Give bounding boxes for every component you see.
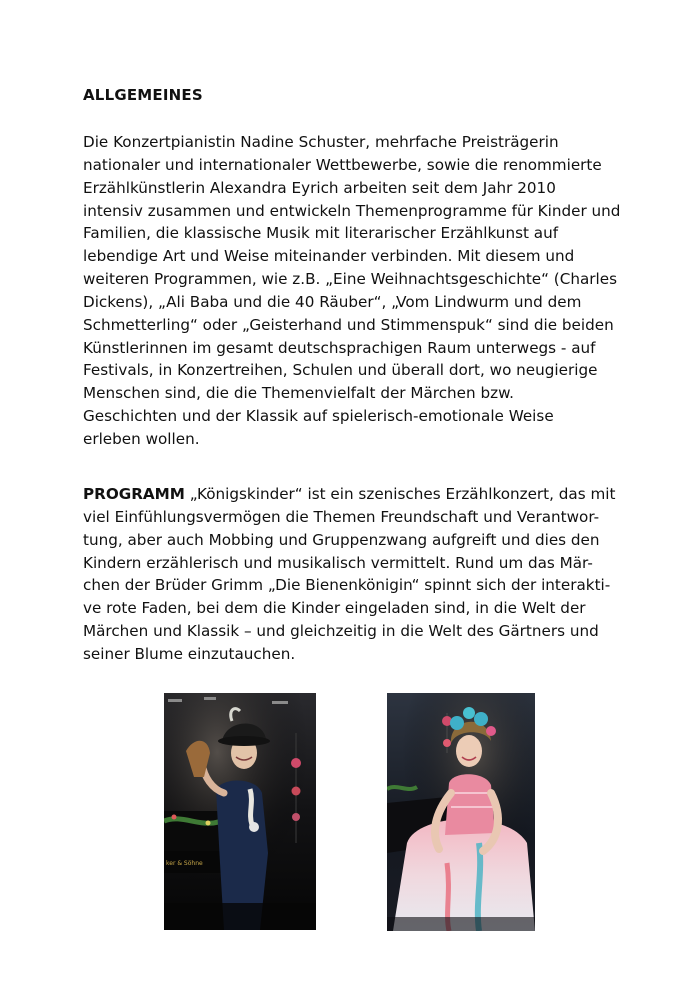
text-line: weiteren Programmen, wie z.B. „Eine Weihnachtsgeschichte“ (Charles	[83, 270, 617, 289]
text-line: Erzählkünstlerin Alexandra Eyrich arbeiten seit dem Jahr 2010	[83, 178, 556, 197]
program-keyword: PROGRAMM	[83, 485, 185, 503]
text-line: erleben wollen.	[83, 429, 200, 448]
text-line: Kindern erzählerisch und musikalisch vermittelt. Rund um das Mär-	[83, 553, 593, 572]
photo-left-illustration	[164, 693, 316, 930]
text-line: viel Einfühlungsvermögen die Themen Freundschaft und Verantwor-	[83, 507, 600, 526]
text-line: ve rote Faden, bei dem die Kinder eingeladen sind, in die Welt der	[83, 599, 586, 618]
performer-with-hat-photo	[164, 693, 316, 930]
program-first-line-text: „Königskinder“ ist ein szenisches Erzählkonzert, das mit	[184, 485, 616, 503]
text-line: tung, aber auch Mobbing und Gruppenzwang aufgreift und dies den	[83, 530, 600, 549]
text-line: Märchen und Klassik – und gleichzeitig in die Welt des Gärtners und	[83, 622, 599, 641]
text-line: Dickens), „Ali Baba und die 40 Räuber“, „Vom Lindwurm und dem	[83, 292, 582, 311]
text-line: Schmetterling“ oder „Geisterhand und Stimmenspuk“ sind die beiden	[83, 315, 614, 334]
text-line: Geschichten und der Klassik auf spielerisch-emotionale Weise	[83, 407, 554, 426]
section-heading: ALLGEMEINES	[83, 86, 203, 104]
text-line: chen der Brüder Grimm „Die Bienenkönigin“ spinnt sich der interakti-	[83, 576, 611, 595]
text-line: lebendige Art und Weise miteinander verbinden. Mit diesem und	[83, 247, 575, 266]
text-line	[83, 483, 623, 506]
program-paragraph	[83, 483, 623, 666]
text-line: Festivals, in Konzertreihen, Schulen und überall dort, wo neugierige	[83, 361, 598, 380]
performer-in-dress-photo	[387, 693, 535, 931]
text-line: Familien, die klassische Musik mit literarischer Erzählkunst auf	[83, 224, 559, 243]
text-line: Künstlerinnen im gesamt deutschsprachigen Raum unterwegs - auf	[83, 338, 596, 357]
text-line: seiner Blume einzutauchen.	[83, 644, 296, 663]
piano-brand-text: ker & Söhne	[166, 860, 203, 867]
text-line: Die Konzertpianistin Nadine Schuster, mehrfache Preisträgerin	[83, 133, 559, 151]
text-line: Menschen sind, die die Themenvielfalt der Märchen bzw.	[83, 384, 514, 403]
intro-paragraph	[83, 131, 623, 451]
photo-right-illustration	[387, 693, 535, 931]
text-line: intensiv zusammen und entwickeln Themenprogramme für Kinder und	[83, 201, 621, 220]
text-line: nationaler und internationaler Wettbewerbe, sowie die renommierte	[83, 155, 602, 174]
